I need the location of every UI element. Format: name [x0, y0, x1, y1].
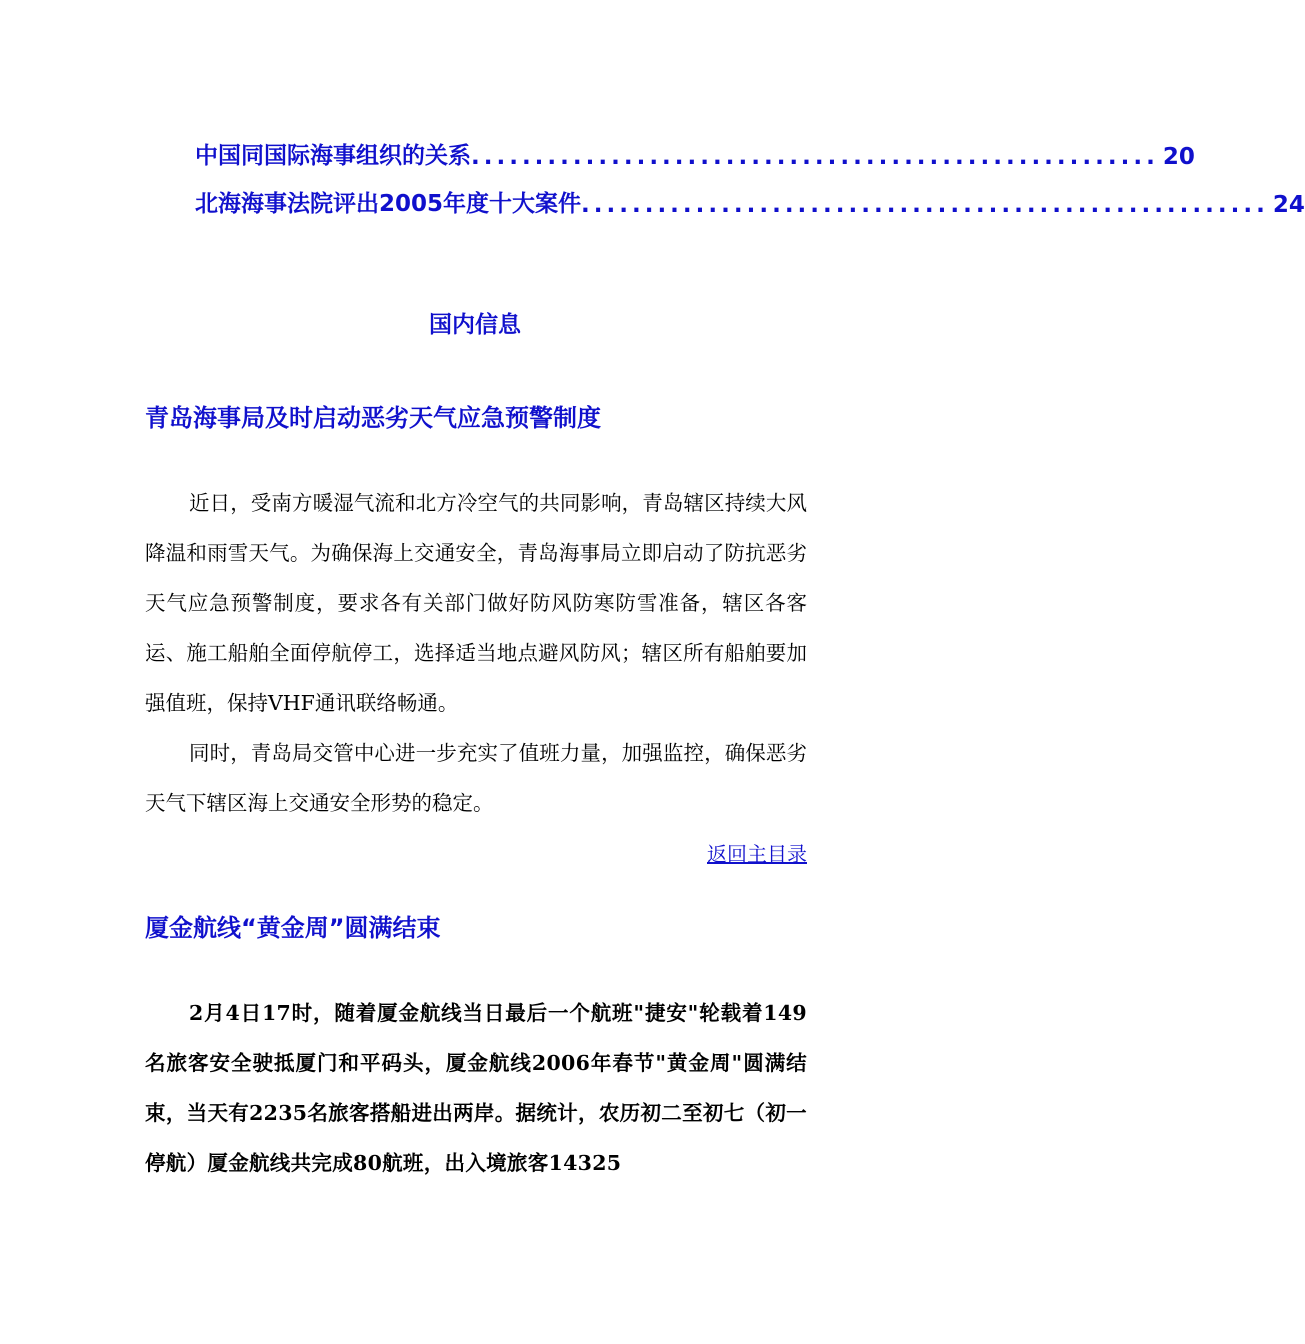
- section-heading: 国内信息: [429, 312, 521, 338]
- toc-page-number: 24: [1272, 192, 1305, 218]
- article-title-qingdao: 青岛海事局及时启动恶劣天气应急预警制度: [145, 404, 601, 432]
- toc-entry-top-ten-cases[interactable]: [195, 184, 1305, 218]
- toc-leader-dots: ......................................................: [581, 192, 1269, 218]
- toc-entry-title: 中国同国际海事组织的关系: [195, 143, 471, 169]
- article-title-xiamen-kinmen: 厦金航线“黄金周”圆满结束: [145, 914, 441, 942]
- toc-leader-dots: ......................................................: [471, 144, 1159, 170]
- toc-entry-title: 北海海事法院评出2005年度十大案件: [195, 191, 582, 217]
- article-paragraph: 同时，青岛局交管中心进一步充实了值班力量，加强监控，确保恶劣天气下辖区海上交通安全形势的稳定。: [145, 741, 807, 815]
- toc-page-number: 20: [1162, 144, 1195, 170]
- back-to-main-menu-link[interactable]: 返回主目录: [707, 842, 807, 866]
- article-paragraph: 2月4日17时，随着厦金航线当日最后一个航班"捷安"轮载着149名旅客安全驶抵厦门和平码头，厦金航线2006年春节"黄金周"圆满结束，当天有2235名旅客搭船进出两岸。据统计，农历初二至初七（初一停航）厦金航线共完成80航班，出入境旅客14325: [145, 1001, 807, 1175]
- toc-entry-imo-relations[interactable]: [195, 136, 1195, 170]
- article-paragraph: 近日，受南方暖湿气流和北方冷空气的共同影响，青岛辖区持续大风降温和雨雪天气。为确保海上交通安全，青岛海事局立即启动了防抗恶劣天气应急预警制度，要求各有关部门做好防风防寒防雪准备，辖区各客运、施工船舶全面停航停工，选择适当地点避风防风；辖区所有船舶要加强值班，保持VHF通讯联络畅通。: [145, 491, 807, 715]
